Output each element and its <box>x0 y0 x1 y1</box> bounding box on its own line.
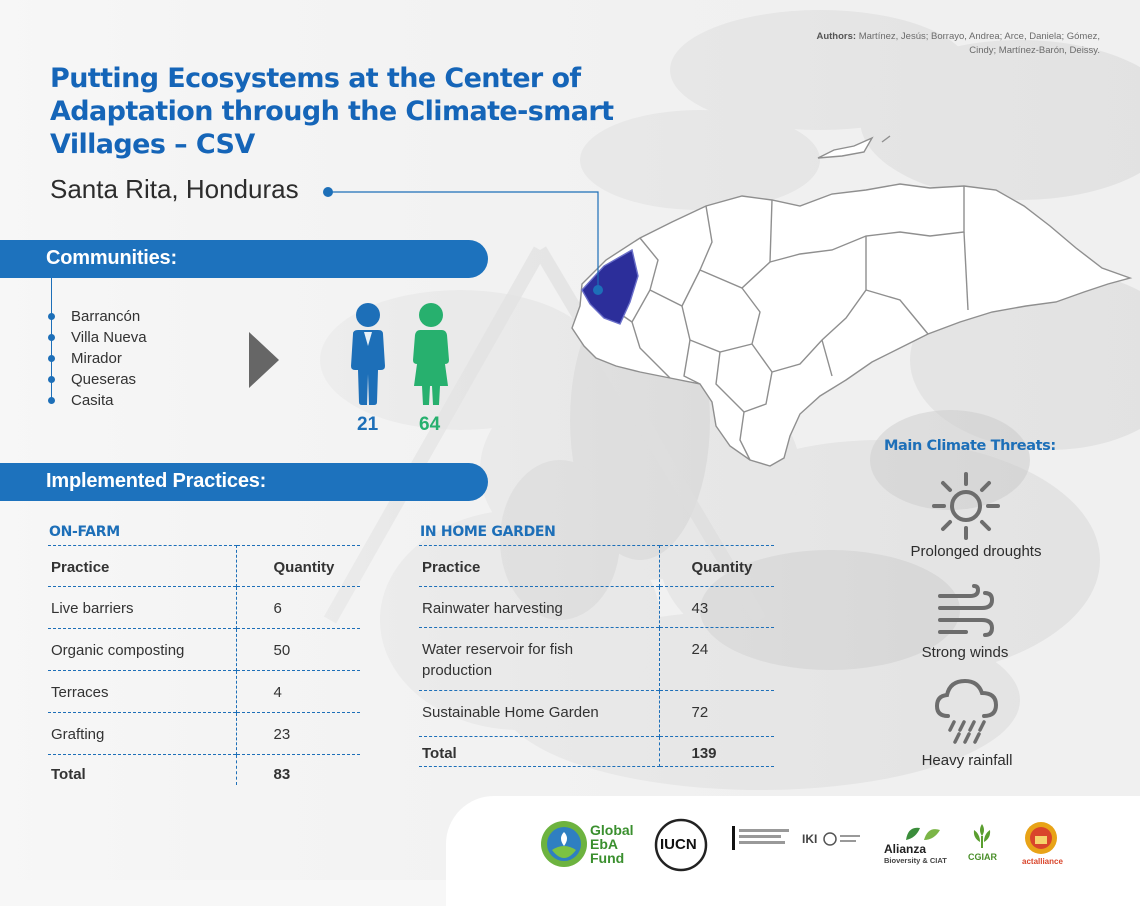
cgiar-logo <box>968 822 996 850</box>
sun-icon <box>932 472 1000 540</box>
threat-label-droughts: Prolonged droughts <box>910 543 1042 560</box>
table-row: Sustainable Home Garden 72 <box>419 691 774 737</box>
iki-mark-logo <box>822 831 862 847</box>
bullet-dot <box>48 334 55 341</box>
page-title: Putting Ecosystems at the Center of Adaptation through the Climate-smart Villages – CSV <box>50 63 614 160</box>
german-ministry-logo <box>732 826 795 850</box>
communities-list <box>46 306 147 411</box>
table-row: Water reservoir for fish production 24 <box>419 628 774 691</box>
global-eba-fund-text: Global EbA Fund <box>590 822 634 866</box>
bullet-dot <box>48 355 55 362</box>
home-garden-heading: IN HOME GARDEN <box>420 524 556 540</box>
on-farm-heading: ON-FARM <box>49 524 120 540</box>
practices-band <box>0 463 488 501</box>
on-farm-table <box>48 545 360 785</box>
location-connector <box>322 186 610 296</box>
authors-credit <box>800 30 1100 58</box>
women-count: 64 <box>419 414 441 435</box>
men-count: 21 <box>357 414 379 435</box>
bullet-dot <box>48 313 55 320</box>
threats-heading: Main Climate Threats: <box>884 438 1056 454</box>
authors-names: Martínez, Jesús; Borrayo, Andrea; Arce, Daniela; Gómez, Cindy; Martínez-Barón, Deissy. <box>858 31 1100 56</box>
table-row: Rainwater harvesting 43 <box>419 587 774 628</box>
list-item: Villa Nueva <box>46 327 147 348</box>
table-total-row: Total 83 <box>48 755 360 786</box>
iucn-text: IUCN <box>660 836 697 853</box>
practices-heading: Implemented Practices: <box>46 470 267 492</box>
alianza-text: Alianza <box>884 842 927 856</box>
list-item: Mirador <box>46 348 147 369</box>
rain-cloud-icon <box>934 676 1000 746</box>
arrow-right-icon <box>249 332 279 388</box>
wind-icon <box>936 584 996 640</box>
threat-label-winds: Strong winds <box>921 644 1009 661</box>
table-total-row: Total 139 <box>419 737 774 767</box>
female-person-icon <box>410 302 452 406</box>
iki-text: IKI <box>802 832 818 846</box>
location-subtitle: Santa Rita, Honduras <box>50 174 299 204</box>
global-eba-fund-logo <box>540 820 588 868</box>
bullet-dot <box>48 397 55 404</box>
cgiar-text: CGIAR <box>968 852 997 862</box>
alianza-leaf-icon <box>902 824 942 842</box>
table-header-row: Practice Quantity <box>419 546 774 587</box>
bullet-dot <box>48 376 55 383</box>
list-item: Casita <box>46 390 147 411</box>
act-alliance-logo <box>1024 821 1058 855</box>
threat-label-rainfall: Heavy rainfall <box>921 752 1013 769</box>
table-row: Live barriers 6 <box>48 587 360 629</box>
alianza-subtext: Bioversity & CIAT <box>884 856 947 865</box>
table-row: Terraces 4 <box>48 671 360 713</box>
list-item: Queseras <box>46 369 147 390</box>
male-person-icon <box>347 302 389 406</box>
table-row: Grafting 23 <box>48 713 360 755</box>
authors-label: Authors: <box>816 31 857 42</box>
table-header-row: Practice Quantity <box>48 546 360 587</box>
communities-heading: Communities: <box>46 247 177 269</box>
table-row: Organic composting 50 <box>48 629 360 671</box>
act-alliance-text: actalliance <box>1022 857 1063 866</box>
list-item: Barrancón <box>46 306 147 327</box>
home-garden-table <box>419 545 774 767</box>
